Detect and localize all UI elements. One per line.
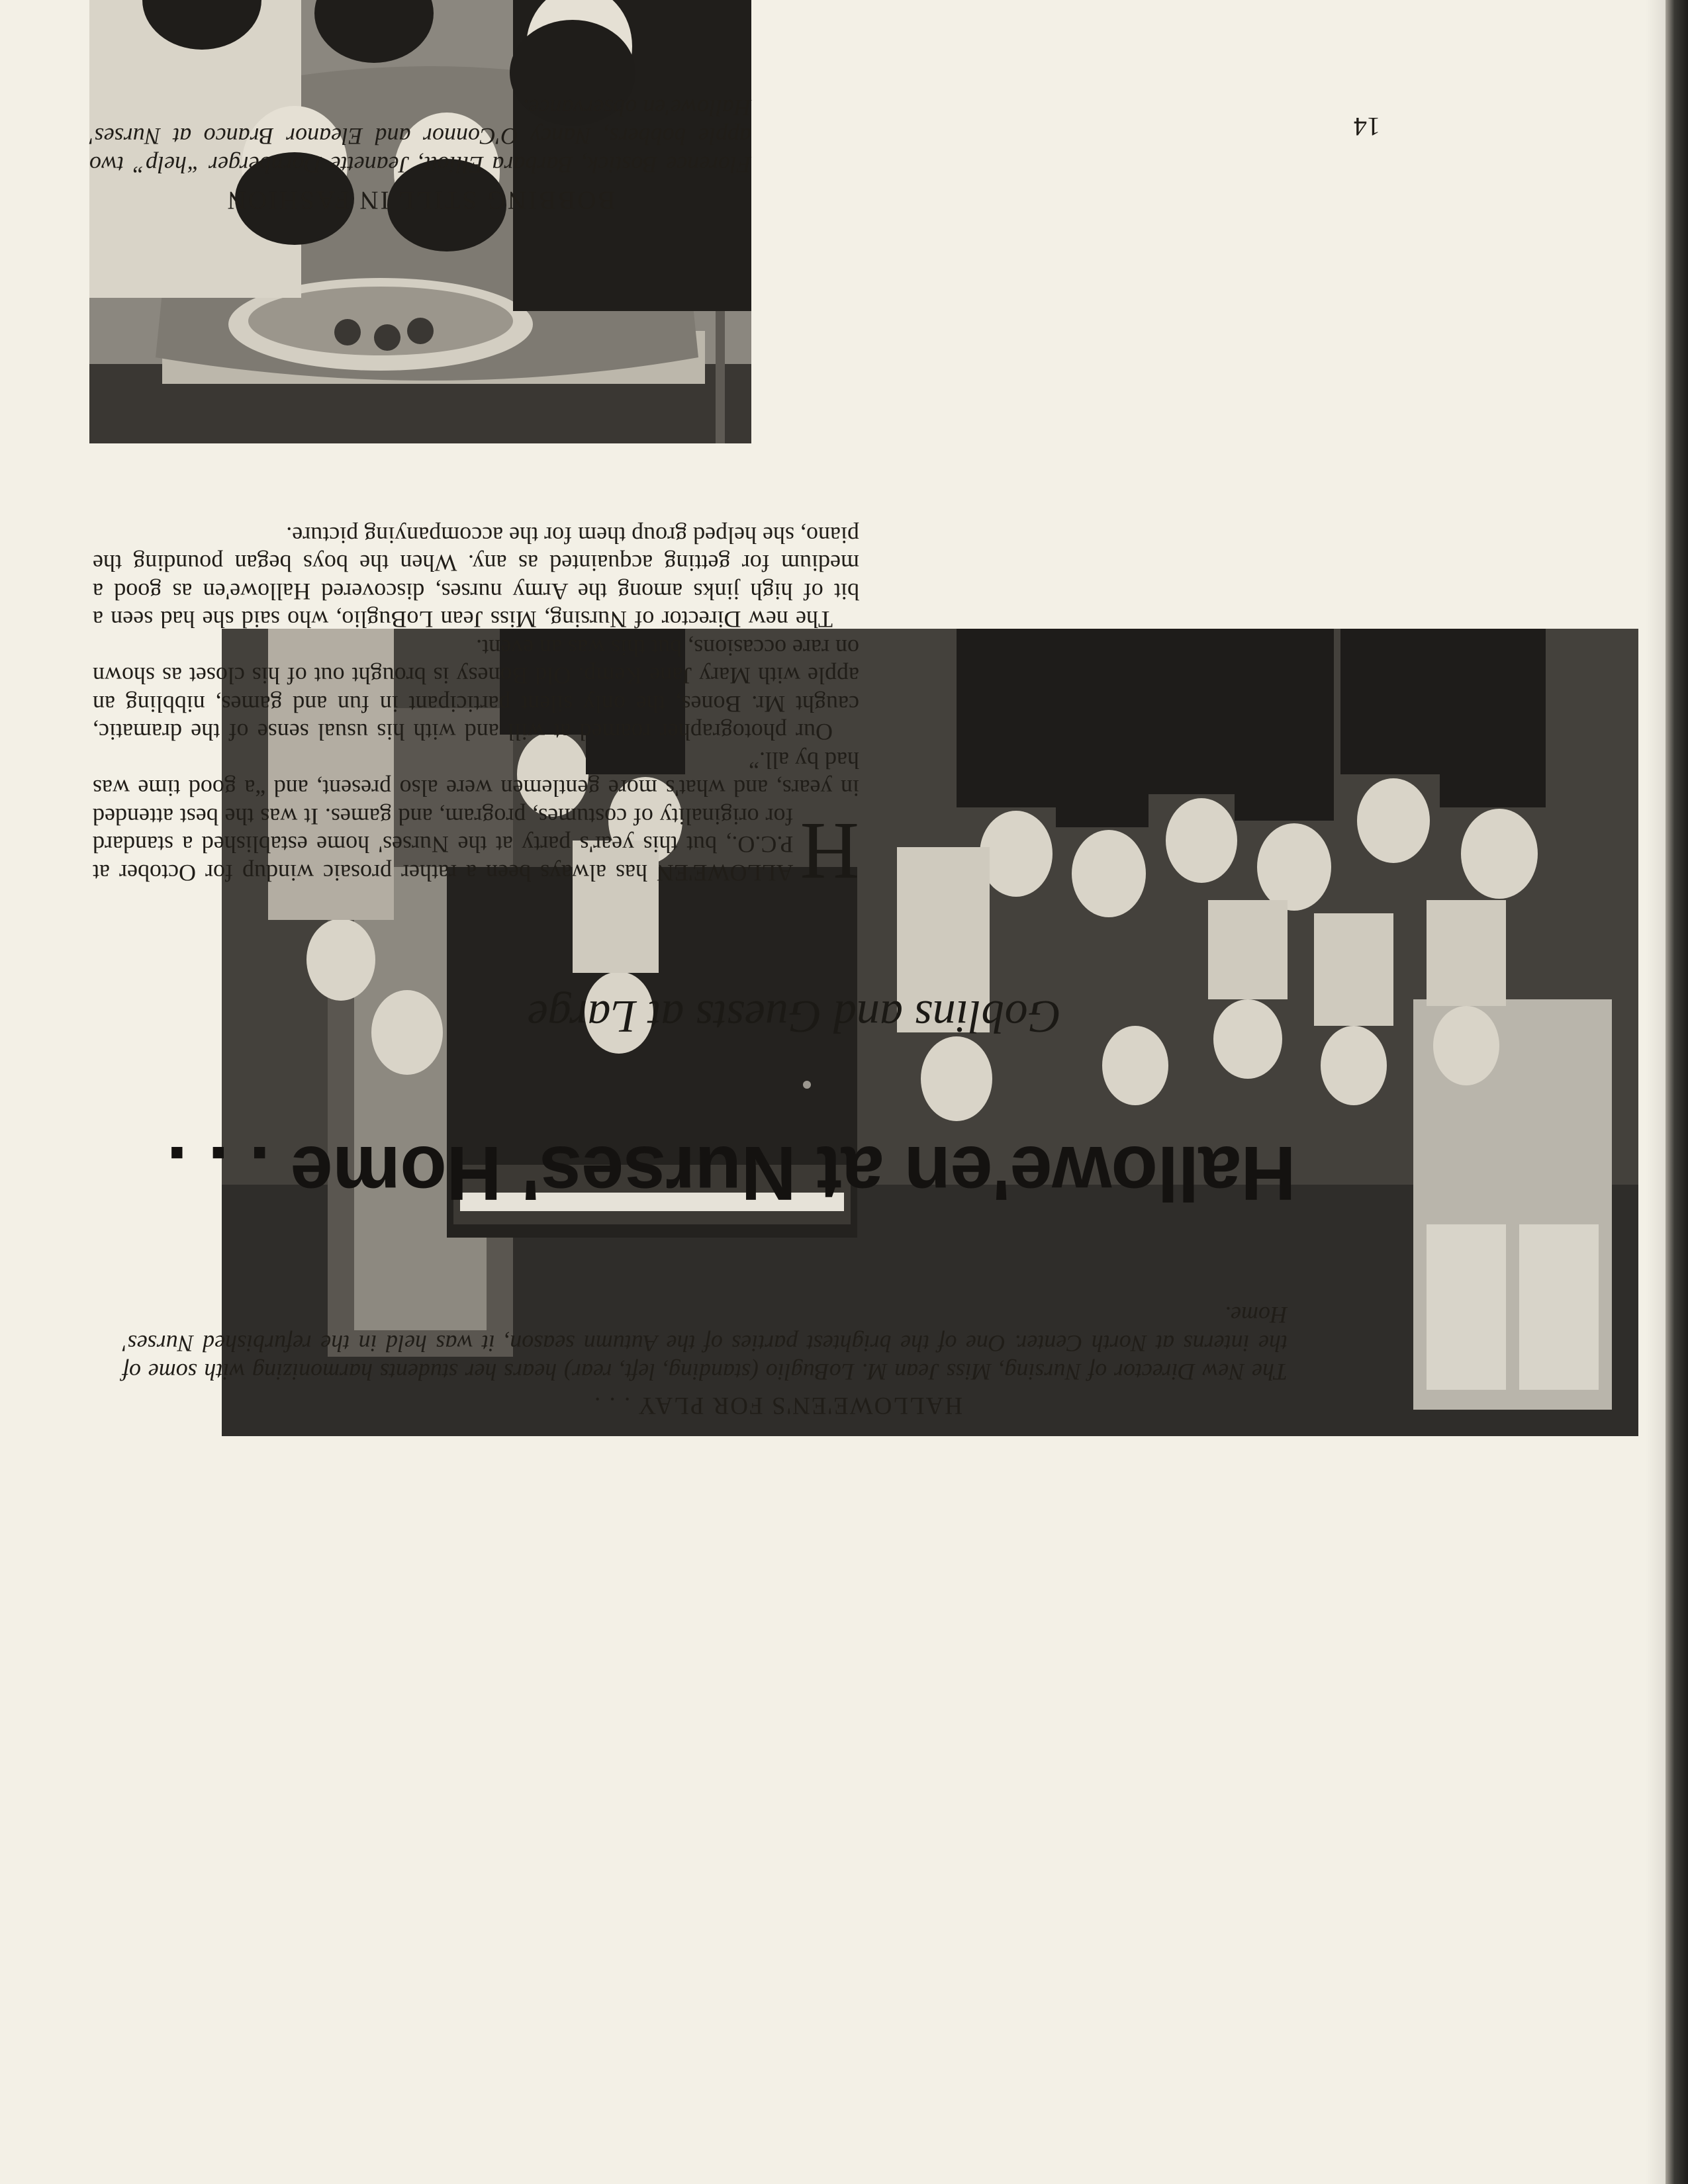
ornament-dot	[803, 1081, 811, 1089]
article-headline: Hallowe'en at Nurses' Home . . .	[167, 1130, 1296, 1216]
book-binding-edge	[1665, 0, 1688, 2184]
apple-bobbing-photograph	[89, 0, 751, 443]
article-paragraph: The new Director of Nursing, Miss Jean LoBuglio, who said she had seen a bit of high jinks among the Army nurses, discovered Hallowe'en as good a medium for getting acquainted as any. When the boys began pounding the piano, she helped group them for the accompanying picture.	[93, 522, 859, 633]
bobbing-photo-caption-title: BOBBING STILL IN FASHION	[225, 186, 616, 214]
party-photo-caption-title: HALLOWE'EN'S FOR PLAY . . .	[593, 1392, 962, 1419]
binding-shadow	[1646, 0, 1665, 2184]
article-paragraph-text: ALLOWE'EN has always been a rather prosaic windup for October at P.C.O., but this year's party at the Nurses' home established a standard for originality of costumes, program, and games. It was the best attended in years, and what's more gentlemen were also present, and “a good time was had by all.”	[93, 747, 859, 886]
article-body	[93, 522, 859, 897]
article-subheading: Goblins and Guests at Large	[527, 991, 1062, 1042]
bobbing-photo-caption: Florence Bostick, Barbara Elliott, Jeanette Dornberger “help” two apple bobbers, Nancy O'Connor and Eleanor Branco at Nurses' Hallowe'en observance.	[89, 95, 751, 178]
drop-cap-letter: H	[800, 806, 859, 897]
party-photo-caption: The New Director of Nursing, Miss Jean M. LoBuglio (standing, left, rear) hears her students harmonizing with some of the interns at North Center. One of the brightest parties of the Autumn season, it was held in the refurbished Nurses' Home.	[122, 1302, 1288, 1385]
article-paragraph	[93, 747, 859, 897]
page-number: 14	[1354, 112, 1380, 142]
article-paragraph: Our photographer roamed at will and with his usual sense of the dramatic, caught Mr. Bones, the only silent participant in fun and games, nibbling an apple with Mary Jane Kemp. Old Bonesy is brought out of his closet as shown on rare occasions, but this was an event.	[93, 635, 859, 746]
apple-bobbing-photograph-image	[89, 0, 751, 443]
